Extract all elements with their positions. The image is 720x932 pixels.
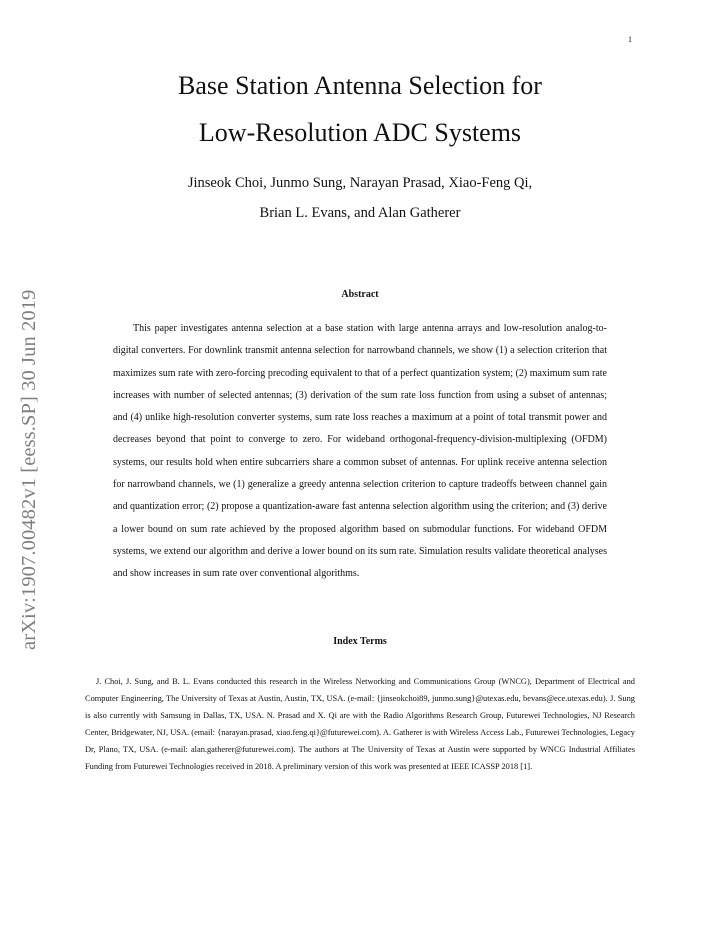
page-number: 1 [628, 35, 632, 44]
authors-line-2: Brian L. Evans, and Alan Gatherer [259, 205, 461, 221]
abstract-heading: Abstract [341, 289, 379, 300]
authors-line-1: Jinseok Choi, Junmo Sung, Narayan Prasad, Xiao-Feng Qi, [187, 175, 533, 191]
paper-title-line-2: Low-Resolution ADC Systems [198, 118, 522, 147]
index-terms-heading: Index Terms [333, 636, 387, 647]
abstract-body: This paper investigates antenna selection at a base station with large antenna arrays and low-resolution analog-to-digital converters. For downlink transmit antenna selection for narrowband channels, we show (1) a selection criterion that maximizes sum rate with zero-forcing precoding equivalent to that of a perfect quantization system; (2) maximum sum rate increases with number of selected antennas; (3) derivation of the sum rate loss function from using a subset of antennas; and (4) unlike high-resolution converter systems, sum rate loss reaches a maximum at a point of total transmit power and decreases beyond that point to converge to zero. For wideband orthogonal-frequency-division-multiplexing (OFDM) systems, our results hold when entire subcarriers share a common subset of antennas. For uplink receive antenna selection for narrowband channels, we (1) generalize a greedy antenna selection criterion to capture tradeoffs between channel gain and quantization error; (2) propose a quantization-aware fast antenna selection algorithm using the criterion; and (3) derive a lower bound on sum rate achieved by the proposed algorithm based on submodular functions. For wideband OFDM systems, we extend our algorithm and derive a lower bound on its sum rate. Simulation results validate theoretical analyses and show increases in sum rate over conventional algorithms. [113, 323, 607, 580]
paper-title-line-1: Base Station Antenna Selection for [178, 71, 542, 100]
arxiv-identifier-stamp: arXiv:1907.00482v1 [eess.SP] 30 Jun 2019 [18, 289, 40, 650]
author-affiliation-footnote: J. Choi, J. Sung, and B. L. Evans conducted this research in the Wireless Networking and Communications Group (WNCG), Department of Electrical and Computer Engineering, The University of Texas at Austin, Austin, TX, USA. (e-mail: {jinseokchoi89, junmo.sung}@utexas.edu, bevans@ece.utexas.edu). J. Sung is also currently with Samsung in Dallas, TX, USA. N. Prasad and X. Qi are with the Radio Algorithms Research Group, Futurewei Technologies, NJ Research Center, Bridgewater, NJ, USA. (email: {narayan.prasad, xiao.feng.qi}@futurewei.com). A. Gatherer is with Wireless Access Lab., Futurewei Technologies, Legacy Dr, Plano, TX, USA. (e-mail: alan.gatherer@futurewei.com). The authors at The University of Texas at Austin were supported by WNCG Industrial Affiliates Funding from Futurewei Technologies received in 2018. A preliminary version of this work was presented at IEEE ICASSP 2018 [1]. [85, 677, 635, 771]
